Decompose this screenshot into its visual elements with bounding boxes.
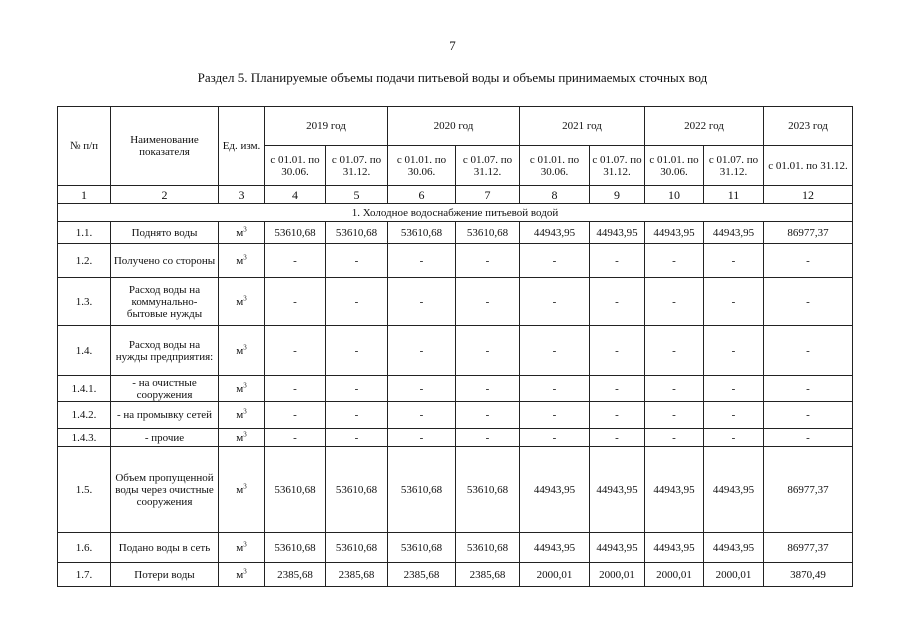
- header-period: с 01.07. по 31.12.: [590, 146, 645, 186]
- row-value: 53610,68: [265, 222, 326, 244]
- row-name: Расход воды на коммунально-бытовые нужды: [111, 278, 219, 326]
- row-value: -: [520, 244, 590, 278]
- unit-base: м: [236, 483, 244, 496]
- row-value: -: [520, 326, 590, 376]
- header-year: 2021 год: [520, 107, 645, 146]
- row-value: 2000,01: [704, 563, 764, 587]
- header-period: с 01.01. по 30.06.: [388, 146, 456, 186]
- row-value: -: [326, 278, 388, 326]
- unit-base: м: [236, 382, 244, 395]
- row-value: -: [645, 429, 704, 447]
- unit-exponent: 3: [243, 407, 247, 416]
- row-value: -: [764, 326, 853, 376]
- unit-exponent: 3: [243, 566, 247, 575]
- row-value: 53610,68: [456, 533, 520, 563]
- row-value: 53610,68: [456, 447, 520, 533]
- table-row: [58, 278, 853, 326]
- row-unit: [219, 563, 265, 587]
- row-name: Подано воды в сеть: [111, 533, 219, 563]
- row-value: 2385,68: [265, 563, 326, 587]
- unit-base: м: [236, 431, 244, 444]
- row-number: 1.3.: [58, 278, 111, 326]
- row-value: 44943,95: [704, 533, 764, 563]
- row-name: Получено со стороны: [111, 244, 219, 278]
- column-number: 4: [265, 186, 326, 204]
- row-number: 1.4.1.: [58, 376, 111, 402]
- column-number: 12: [764, 186, 853, 204]
- row-name: - на очистные сооружения: [111, 376, 219, 402]
- row-value: 44943,95: [645, 222, 704, 244]
- page-number: 7: [449, 38, 456, 53]
- row-number: 1.5.: [58, 447, 111, 533]
- row-value: 53610,68: [265, 447, 326, 533]
- row-value: -: [265, 244, 326, 278]
- row-value: -: [590, 278, 645, 326]
- header-period: с 01.07. по 31.12.: [326, 146, 388, 186]
- row-value: -: [704, 244, 764, 278]
- table-row: [58, 563, 853, 587]
- row-value: -: [388, 278, 456, 326]
- row-value: 44943,95: [590, 222, 645, 244]
- row-value: -: [456, 429, 520, 447]
- row-value: -: [456, 376, 520, 402]
- row-value: -: [590, 402, 645, 429]
- row-value: -: [326, 429, 388, 447]
- column-number: 10: [645, 186, 704, 204]
- row-unit: [219, 278, 265, 326]
- column-number: 11: [704, 186, 764, 204]
- row-value: -: [265, 326, 326, 376]
- unit-exponent: 3: [243, 429, 247, 438]
- row-value: -: [764, 429, 853, 447]
- row-value: -: [590, 376, 645, 402]
- row-value: 53610,68: [326, 533, 388, 563]
- header-year: 2023 год: [764, 107, 853, 146]
- unit-exponent: 3: [243, 380, 247, 389]
- row-value: -: [265, 429, 326, 447]
- table-row: [58, 402, 853, 429]
- row-number: 1.4.: [58, 326, 111, 376]
- row-unit: [219, 222, 265, 244]
- row-value: 44943,95: [520, 447, 590, 533]
- row-value: -: [388, 326, 456, 376]
- header-year: 2022 год: [645, 107, 764, 146]
- header-period: с 01.01. по 30.06.: [645, 146, 704, 186]
- unit-exponent: 3: [243, 481, 247, 490]
- row-value: -: [388, 376, 456, 402]
- header-period: с 01.07. по 31.12.: [704, 146, 764, 186]
- row-value: -: [326, 326, 388, 376]
- water-volumes-table: [57, 106, 853, 587]
- unit-base: м: [236, 254, 244, 267]
- row-value: -: [764, 402, 853, 429]
- row-value: -: [456, 402, 520, 429]
- row-unit: [219, 376, 265, 402]
- column-number: 5: [326, 186, 388, 204]
- row-value: 44943,95: [520, 222, 590, 244]
- header-period: с 01.01. по 31.12.: [764, 146, 853, 186]
- row-value: -: [456, 244, 520, 278]
- row-name: Поднято воды: [111, 222, 219, 244]
- row-value: 86977,37: [764, 447, 853, 533]
- row-value: 2000,01: [645, 563, 704, 587]
- row-value: -: [590, 244, 645, 278]
- column-number: 9: [590, 186, 645, 204]
- row-value: 86977,37: [764, 222, 853, 244]
- row-value: 2000,01: [590, 563, 645, 587]
- row-value: -: [388, 429, 456, 447]
- row-value: 86977,37: [764, 533, 853, 563]
- row-number: 1.1.: [58, 222, 111, 244]
- column-number: 3: [219, 186, 265, 204]
- row-value: -: [326, 244, 388, 278]
- row-value: -: [704, 376, 764, 402]
- row-number: 1.4.2.: [58, 402, 111, 429]
- row-value: -: [764, 278, 853, 326]
- row-name: - на промывку сетей: [111, 402, 219, 429]
- row-value: 2385,68: [388, 563, 456, 587]
- row-value: 3870,49: [764, 563, 853, 587]
- unit-exponent: 3: [243, 293, 247, 302]
- row-unit: [219, 326, 265, 376]
- unit-base: м: [236, 409, 244, 421]
- row-name: Объем пропущенной воды через очистные сооружения: [111, 447, 219, 533]
- row-value: -: [764, 376, 853, 402]
- row-value: 53610,68: [456, 222, 520, 244]
- section-row: [58, 204, 853, 222]
- header-period: с 01.07. по 31.12.: [456, 146, 520, 186]
- row-value: -: [590, 429, 645, 447]
- unit-exponent: 3: [243, 224, 247, 233]
- row-value: -: [326, 376, 388, 402]
- row-value: -: [388, 402, 456, 429]
- row-value: -: [520, 376, 590, 402]
- row-number: 1.4.3.: [58, 429, 111, 447]
- unit-base: м: [236, 344, 244, 357]
- table-row: [58, 429, 853, 447]
- row-value: 53610,68: [326, 222, 388, 244]
- row-unit: [219, 533, 265, 563]
- section-title: Раздел 5. Планируемые объемы подачи питьевой воды и объемы принимаемых сточных вод: [197, 70, 708, 85]
- column-number: 1: [58, 186, 111, 204]
- row-value: -: [645, 244, 704, 278]
- row-value: -: [265, 376, 326, 402]
- row-unit: [219, 402, 265, 429]
- column-number: 6: [388, 186, 456, 204]
- unit-exponent: 3: [243, 252, 247, 261]
- header-num: № п/п: [58, 107, 111, 186]
- row-value: -: [265, 278, 326, 326]
- table-row: [58, 376, 853, 402]
- unit-base: м: [236, 568, 244, 581]
- row-unit: [219, 244, 265, 278]
- unit-exponent: 3: [243, 342, 247, 351]
- unit-base: м: [236, 295, 244, 308]
- row-value: -: [520, 278, 590, 326]
- row-value: -: [265, 402, 326, 429]
- row-value: -: [388, 244, 456, 278]
- table-row: [58, 244, 853, 278]
- row-value: -: [520, 402, 590, 429]
- unit-exponent: 3: [243, 539, 247, 548]
- row-value: -: [645, 278, 704, 326]
- header-year: 2019 год: [265, 107, 388, 146]
- row-value: -: [326, 402, 388, 429]
- section-label: 1. Холодное водоснабжение питьевой водой: [58, 204, 853, 222]
- row-value: 53610,68: [388, 533, 456, 563]
- row-value: -: [456, 326, 520, 376]
- row-value: -: [704, 402, 764, 429]
- row-number: 1.7.: [58, 563, 111, 587]
- column-number: 2: [111, 186, 219, 204]
- row-unit: [219, 447, 265, 533]
- row-name: Потери воды: [111, 563, 219, 587]
- row-value: -: [645, 376, 704, 402]
- row-value: -: [645, 402, 704, 429]
- row-value: -: [590, 326, 645, 376]
- column-number-row: [58, 186, 853, 204]
- table-row: [58, 222, 853, 244]
- row-value: 53610,68: [265, 533, 326, 563]
- row-value: 53610,68: [326, 447, 388, 533]
- row-value: 44943,95: [704, 447, 764, 533]
- header-unit: Ед. изм.: [219, 107, 265, 186]
- row-name: Расход воды на нужды предприятия:: [111, 326, 219, 376]
- row-value: 44943,95: [645, 533, 704, 563]
- row-value: -: [520, 429, 590, 447]
- row-value: 44943,95: [704, 222, 764, 244]
- header-period: с 01.01. по 30.06.: [265, 146, 326, 186]
- row-value: -: [704, 429, 764, 447]
- header-period: с 01.01. по 30.06.: [520, 146, 590, 186]
- row-number: 1.2.: [58, 244, 111, 278]
- row-value: -: [764, 244, 853, 278]
- row-value: -: [456, 278, 520, 326]
- row-value: 44943,95: [645, 447, 704, 533]
- header-name: Наименование показателя: [111, 107, 219, 186]
- row-value: 53610,68: [388, 222, 456, 244]
- row-value: 53610,68: [388, 447, 456, 533]
- row-value: 2385,68: [326, 563, 388, 587]
- row-value: -: [645, 326, 704, 376]
- table-row: [58, 447, 853, 533]
- row-value: 2000,01: [520, 563, 590, 587]
- unit-base: м: [236, 226, 244, 239]
- row-number: 1.6.: [58, 533, 111, 563]
- column-number: 8: [520, 186, 590, 204]
- row-value: 2385,68: [456, 563, 520, 587]
- header-year: 2020 год: [388, 107, 520, 146]
- unit-base: м: [236, 541, 244, 554]
- row-value: -: [704, 278, 764, 326]
- row-value: 44943,95: [590, 447, 645, 533]
- table-row: [58, 533, 853, 563]
- row-value: 44943,95: [590, 533, 645, 563]
- row-unit: [219, 429, 265, 447]
- row-name: - прочие: [111, 429, 219, 447]
- row-value: -: [704, 326, 764, 376]
- column-number: 7: [456, 186, 520, 204]
- table-row: [58, 326, 853, 376]
- row-value: 44943,95: [520, 533, 590, 563]
